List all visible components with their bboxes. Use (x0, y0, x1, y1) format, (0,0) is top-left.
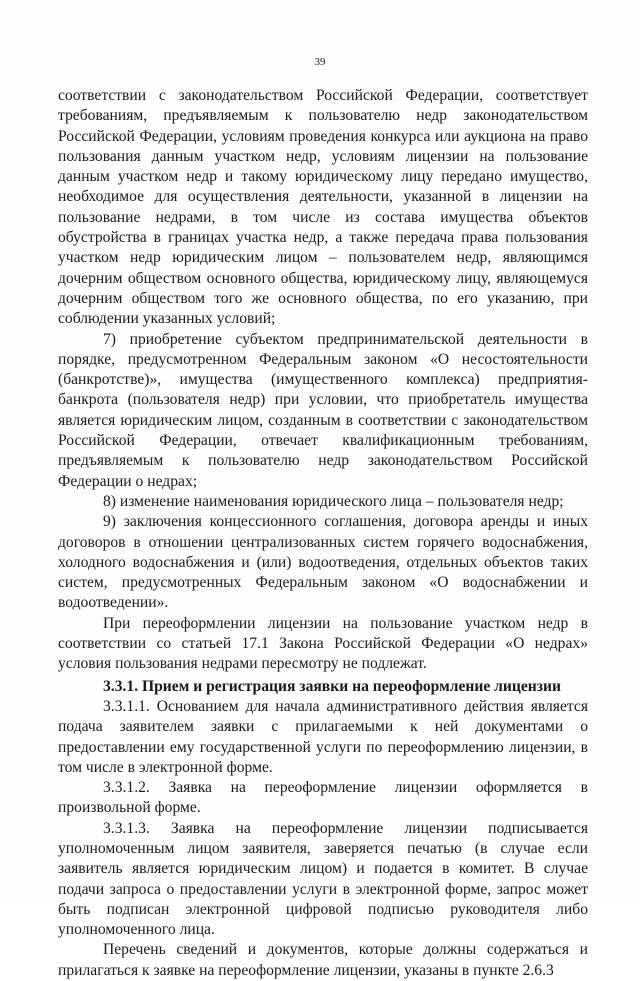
paragraph-documents-list: Перечень сведений и документов, которые должны содержаться и прилагаться к заявке на переоформление лицензии, указаны в пункте 2.6.3 (58, 941, 588, 979)
paragraph-item-8: 8) изменение наименования юридического лица – пользователя недр; (103, 492, 564, 510)
paragraph-item-9: 9) заключения концессионного соглашения, договора аренды и иных договоров в отношении централизованных систем горячего водоснабжения, холодного водоснабжения и (или) водоотведения, отдельных объектов таких систем, предусмотренных Федеральным законом «О водоснабжении и водоотведении». (58, 513, 588, 612)
paragraph-3-3-1-1: 3.3.1.1. Основанием для начала административного действия является подача заявителем заявки с прилагаемыми к ней документами о предоставлении ему государственной услуги по переоформлению лицензии, в том числе в электронной форме. (58, 697, 588, 776)
paragraph-3-3-1-3: 3.3.1.3. Заявка на переоформление лицензии подписывается уполномоченным лицом заявителя, заверяется печатью (в случае если заявитель является юридическим лицом) и подается в комитет. В случае подачи запроса о предоставлении услуги в электронной форме, запрос может быть подписан электронной цифровой подписью руководителя либо уполномоченного лица. (58, 819, 588, 939)
paragraph-reissue-conditions: При переоформлении лицензии на пользование участком недр в соответствии со статьей 17.1 Закона Российской Федерации «О недрах» условия пользования недрами пересмотру не подлежат. (58, 614, 588, 673)
section-heading-3-3-1: 3.3.1. Прием и регистрация заявки на переоформление лицензии (103, 677, 562, 695)
page-number: 39 (314, 56, 326, 68)
document-body (58, 86, 588, 981)
paragraph-3-3-1-2: 3.3.1.2. Заявка на переоформление лицензии оформляется в произвольной форме. (58, 779, 588, 817)
paragraph-continuation: соответствии с законодательством Российской Федерации, соответствует требованиям, предъявляемым к пользователю недр законодательством Российской Федерации, условиям проведения конкурса или аукциона на право пользования данным участком недр, условиям лицензии на пользование данным участком недр и такому юридическому лицу передано имущество, необходимое для осуществления деятельности, указанной в лицензии на пользование недрами, в том числе из состава имущества объектов обустройства в границах участка недр, а также передача права пользования участком недр юридическим лицом – пользователем недр, являющимся дочерним обществом основного общества, юридическому лицу, являющемуся дочерним обществом того же основного общества, по его указанию, при соблюдении указанных условий; (58, 87, 588, 328)
paragraph-item-7: 7) приобретение субъектом предпринимательской деятельности в порядке, предусмотренном Федеральным законом «О несостоятельности (банкротстве)», имущества (имущественного комплекса) предприятия-банкрота (пользователя недр) при условии, что приобретатель имущества является юридическим лицом, созданным в соответствии с законодательством Российской Федерации, отвечает квалификационным требованиям, предъявляемым к пользователю недр законодательством Российской Федерации о недрах; (58, 330, 588, 490)
